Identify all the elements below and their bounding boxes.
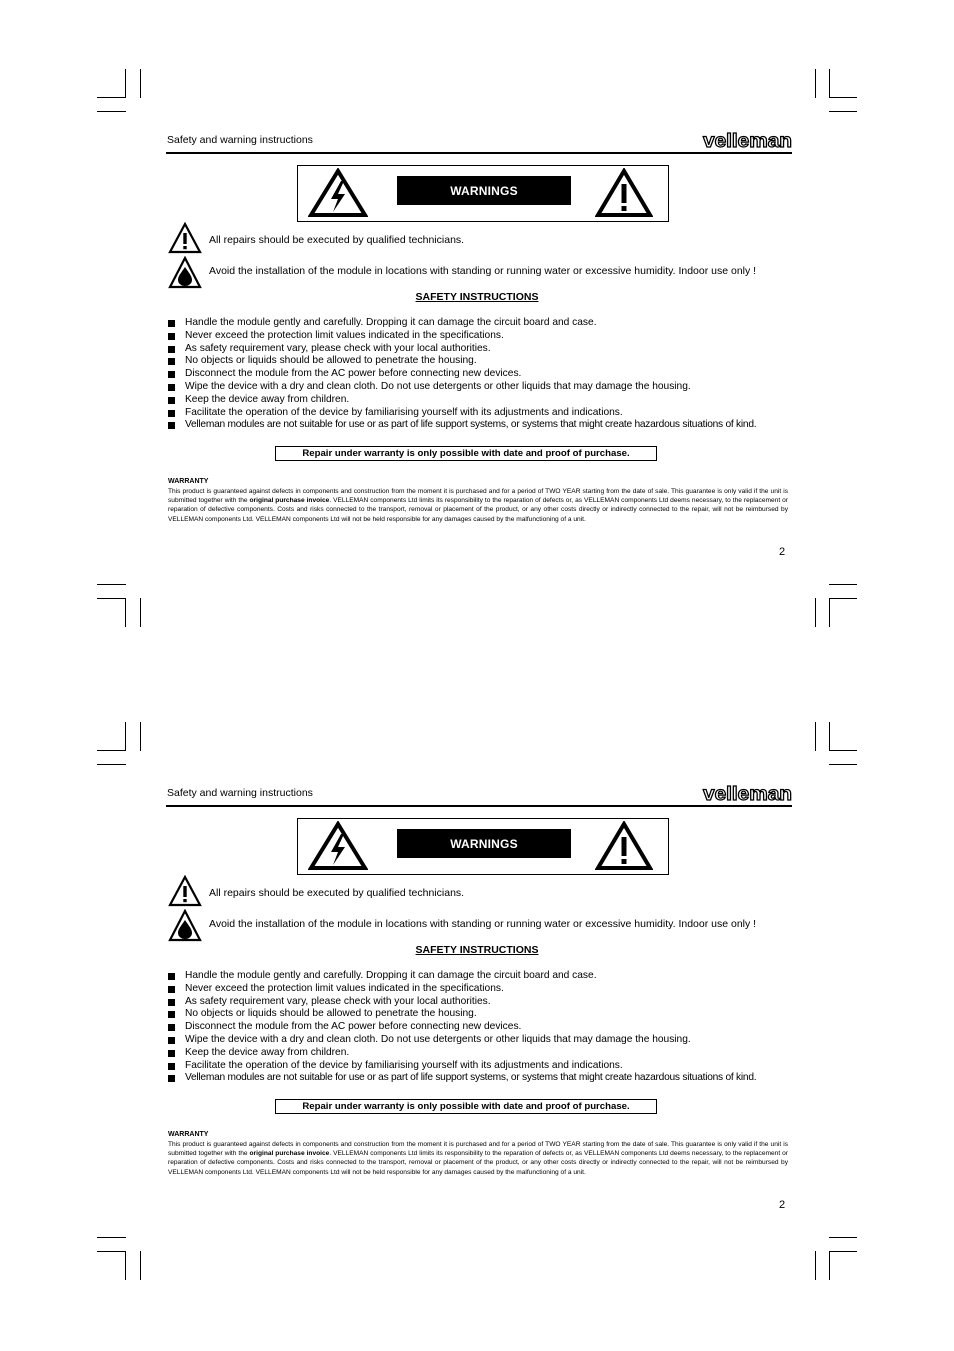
crop-mark-line	[829, 598, 857, 599]
notice-water: Avoid the installation of the module in locations with standing or running water or excessive humidity. Indoor use only !	[209, 265, 757, 277]
list-item: Facilitate the operation of the device by familiarising yourself with its adjustments and indications.	[168, 407, 756, 420]
repair-notice: Repair under warranty is only possible with date and proof of purchase.	[275, 446, 657, 461]
crop-mark-line	[97, 1251, 126, 1252]
electric-hazard-icon	[308, 168, 368, 218]
crop-mark-line	[815, 1251, 816, 1280]
header-rule	[166, 152, 792, 154]
bullet-square-icon	[168, 1024, 175, 1031]
crop-mark-line	[125, 598, 126, 627]
list-item: Keep the device away from children.	[168, 394, 756, 407]
list-item: Facilitate the operation of the device by familiarising yourself with its adjustments and indications.	[168, 1060, 756, 1073]
velleman-logo	[702, 131, 794, 151]
crop-mark-line	[829, 1251, 857, 1252]
warnings-label: WARNINGS	[397, 176, 571, 205]
repair-notice: Repair under warranty is only possible with date and proof of purchase.	[275, 1099, 657, 1114]
bullet-square-icon	[168, 1063, 175, 1070]
bullet-square-icon	[168, 973, 175, 980]
crop-mark-line	[829, 1251, 830, 1280]
safety-title: SAFETY INSTRUCTIONS	[415, 291, 539, 303]
warranty-text: This product is guaranteed against defects in components and construction from the moment it is purchased and for a period of TWO YEAR starting from the date of sale. This guarantee is only valid if the unit is submitted together with the original purchase invoice. VELLEMAN components Ltd limits its responsibility to the reparation of defects or, as VELLEMAN components Ltd deems necessary, to the replacement or reparation of defective components. Costs and risks connected to the transport, removal or placement of the product, or any other costs directly or indirectly connected to the repair, will not be reimbursed by VELLEMAN components Ltd. VELLEMAN components Ltd will not be held responsible for any damages caused by the malfunctioning of a unit.	[168, 488, 788, 523]
bullet-square-icon	[168, 397, 175, 404]
list-item: Disconnect the module from the AC power before connecting new devices.	[168, 1021, 756, 1034]
caution-icon	[168, 222, 202, 254]
list-item: Disconnect the module from the AC power before connecting new devices.	[168, 368, 756, 381]
list-item: Velleman modules are not suitable for use or as part of life support systems, or systems that might create hazardous situations of kind.	[168, 1072, 756, 1085]
warning-exclamation-icon	[595, 821, 653, 871]
header-rule	[166, 805, 792, 807]
velleman-logo	[702, 784, 794, 804]
notice-repairs: All repairs should be executed by qualified technicians.	[209, 234, 465, 246]
warnings-banner	[297, 818, 669, 875]
bullet-square-icon	[168, 422, 175, 429]
warnings-banner	[297, 165, 669, 222]
warranty-title: WARRANTY	[168, 1131, 209, 1138]
page-number: 2	[779, 546, 786, 558]
electric-hazard-icon	[308, 821, 368, 871]
bullet-square-icon	[168, 1050, 175, 1057]
svg-text:velleman: velleman	[703, 784, 792, 804]
list-item: Velleman modules are not suitable for use or as part of life support systems, or systems that might create hazardous situations of kind.	[168, 419, 756, 432]
water-drop-icon	[168, 256, 202, 289]
crop-mark-line	[97, 584, 126, 585]
notice-repairs: All repairs should be executed by qualified technicians.	[209, 887, 465, 899]
list-item: No objects or liquids should be allowed to penetrate the housing.	[168, 1008, 756, 1021]
list-item: Wipe the device with a dry and clean cloth. Do not use detergents or other liquids that may damage the housing.	[168, 1034, 756, 1047]
bullet-square-icon	[168, 1011, 175, 1018]
list-item: As safety requirement vary, please check with your local authorities.	[168, 343, 756, 356]
list-item: Keep the device away from children.	[168, 1047, 756, 1060]
list-item: Never exceed the protection limit values indicated in the specifications.	[168, 330, 756, 343]
warranty-title: WARRANTY	[168, 478, 209, 485]
list-item: Handle the module gently and carefully. Dropping it can damage the circuit board and case.	[168, 970, 756, 983]
instruction-list	[168, 970, 756, 1085]
warnings-label: WARNINGS	[397, 829, 571, 858]
crop-mark-line	[815, 598, 816, 627]
crop-mark-line	[829, 584, 857, 585]
bullet-square-icon	[168, 384, 175, 391]
crop-mark-line	[97, 1237, 126, 1238]
warranty-text: This product is guaranteed against defects in components and construction from the moment it is purchased and for a period of TWO YEAR starting from the date of sale. This guarantee is only valid if the unit is submitted together with the original purchase invoice. VELLEMAN components Ltd limits its responsibility to the reparation of defects or, as VELLEMAN components Ltd deems necessary, to the replacement or reparation of defective components. Costs and risks connected to the transport, removal or placement of the product, or any other costs directly or indirectly connected to the repair, will not be reimbursed by VELLEMAN components Ltd. VELLEMAN components Ltd will not be held responsible for any damages caused by the malfunctioning of a unit.	[168, 1141, 788, 1176]
bullet-square-icon	[168, 358, 175, 365]
instruction-list	[168, 317, 756, 432]
page-2	[0, 653, 954, 1213]
page-number: 2	[779, 1199, 786, 1211]
header-title: Safety and warning instructions	[167, 134, 313, 146]
crop-mark-line	[829, 1237, 857, 1238]
header-title: Safety and warning instructions	[167, 787, 313, 799]
list-item: Handle the module gently and carefully. Dropping it can damage the circuit board and case.	[168, 317, 756, 330]
crop-mark-line	[125, 1251, 126, 1280]
bullet-square-icon	[168, 410, 175, 417]
water-drop-icon	[168, 909, 202, 942]
bullet-square-icon	[168, 999, 175, 1006]
list-item: Never exceed the protection limit values indicated in the specifications.	[168, 983, 756, 996]
bullet-square-icon	[168, 333, 175, 340]
svg-text:velleman: velleman	[703, 131, 792, 151]
bullet-square-icon	[168, 371, 175, 378]
warning-exclamation-icon	[595, 168, 653, 218]
bullet-square-icon	[168, 1075, 175, 1082]
bullet-square-icon	[168, 986, 175, 993]
bullet-square-icon	[168, 346, 175, 353]
page-1	[0, 0, 954, 560]
crop-mark-line	[97, 598, 126, 599]
crop-mark-line	[140, 1251, 141, 1280]
crop-mark-line	[140, 598, 141, 627]
caution-icon	[168, 875, 202, 907]
list-item: Wipe the device with a dry and clean cloth. Do not use detergents or other liquids that may damage the housing.	[168, 381, 756, 394]
list-item: As safety requirement vary, please check with your local authorities.	[168, 996, 756, 1009]
bullet-square-icon	[168, 1037, 175, 1044]
notice-water: Avoid the installation of the module in locations with standing or running water or excessive humidity. Indoor use only !	[209, 918, 757, 930]
crop-mark-line	[829, 598, 830, 627]
list-item: No objects or liquids should be allowed to penetrate the housing.	[168, 355, 756, 368]
safety-title: SAFETY INSTRUCTIONS	[415, 944, 539, 956]
bullet-square-icon	[168, 320, 175, 327]
